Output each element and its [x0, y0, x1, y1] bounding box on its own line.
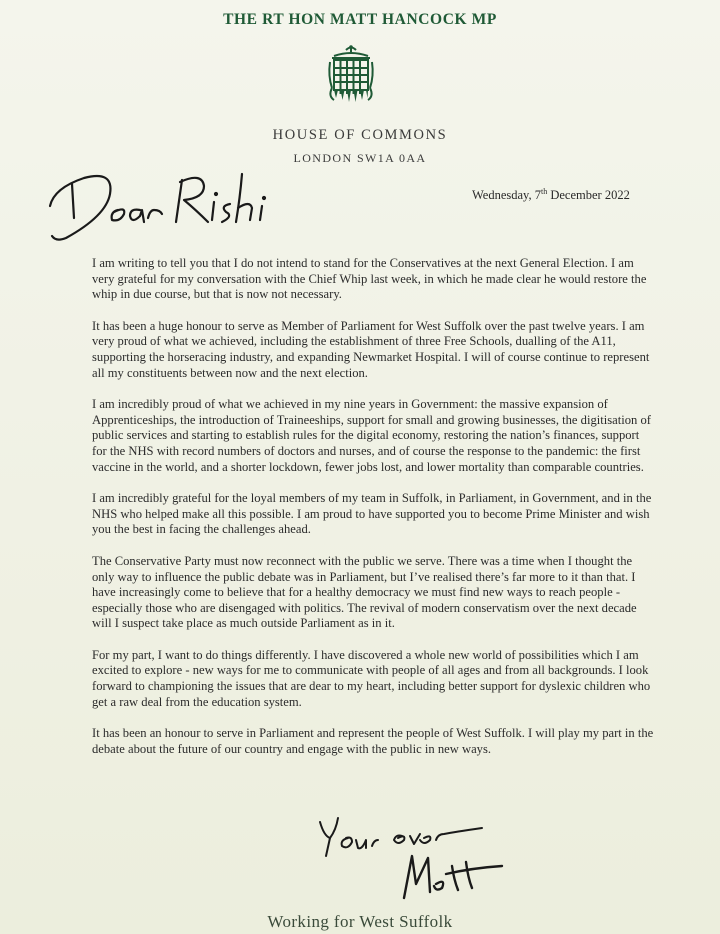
handwritten-signoff: [306, 800, 506, 912]
portcullis-crest-icon: [326, 44, 376, 112]
letter-body: [92, 256, 654, 773]
letter-paragraph: I am writing to tell you that I do not intend to stand for the Conservatives at the next General Election. I am very grateful for my conversation with the Chief Whip last week, in which he made clear he would restore the whip in due course, but that is now not necessary.: [92, 256, 647, 302]
date-weekday-day: Wednesday, 7: [472, 188, 541, 203]
institution-name: HOUSE OF COMMONS: [272, 127, 448, 143]
letter-paragraph: The Conservative Party must now reconnect with the public we serve. There was a time when I thought the only way to influence the public debate was in Parliament, but I’ve realised there’s far more to it than that. I have increasingly come to believe that for a healthy democracy we must find new ways to reach people - especially those who are disengaged with politics. The revival of modern conservatism over the next decade will I suspect take place as much outside Parliament as in it.: [92, 553, 637, 631]
letter-paragraph: It has been an honour to serve in Parliament and represent the people of West Suffolk. I will play my part in the debate about the future of our country and engage with the public in new ways.: [92, 726, 654, 756]
mp-name-heading: THE RT HON MATT HANCOCK MP: [223, 11, 497, 28]
handwritten-salutation: [44, 158, 284, 254]
institution-address: LONDON SW1A 0AA: [293, 151, 427, 165]
letter-paragraph: It has been a huge honour to serve as Member of Parliament for West Suffolk over the past twelve years. I am very proud of what we achieved, including the establishment of three Free Schools, dualling of the A11, supporting the horseracing industry, and expanding Newmarket Hospital. I will of course continue to represent all my constituents between now and the next election.: [92, 318, 650, 380]
letter-paragraph: For my part, I want to do things differently. I have discovered a whole new world of possibilities which I am excited to explore - new ways for me to communicate with people of all ages and from all backgrounds. I look forward to championing the issues that are dear to my heart, including better support for dyslexic children who get a raw deal from the education system.: [92, 647, 651, 709]
date-ordinal: th: [541, 187, 548, 196]
letter-date: [472, 187, 630, 203]
footer-tagline: Working for West Suffolk: [267, 912, 453, 931]
letter-paragraph: I am incredibly proud of what we achieved in my nine years in Government: the massive expansion of Apprenticeships, the introduction of Traineeships, support for small and growing businesses, the digitisation of public services and starting to establish rules for the digital economy, restoring the nation’s finances, support for the NHS with record numbers of doctors and nurses, and of course the response to the pandemic: the first vaccine in the world, and a shorter lockdown, fewer jobs lost, and lower mortality than comparable countries.: [92, 397, 651, 474]
date-month-year: December 2022: [547, 188, 630, 203]
letter-paragraph: I am incredibly grateful for the loyal members of my team in Suffolk, in Parliament, in Government, and in the NHS who helped make all this possible. I am proud to have supported you to become Prime Minister and wish you the best in facing the challenges ahead.: [92, 491, 652, 537]
